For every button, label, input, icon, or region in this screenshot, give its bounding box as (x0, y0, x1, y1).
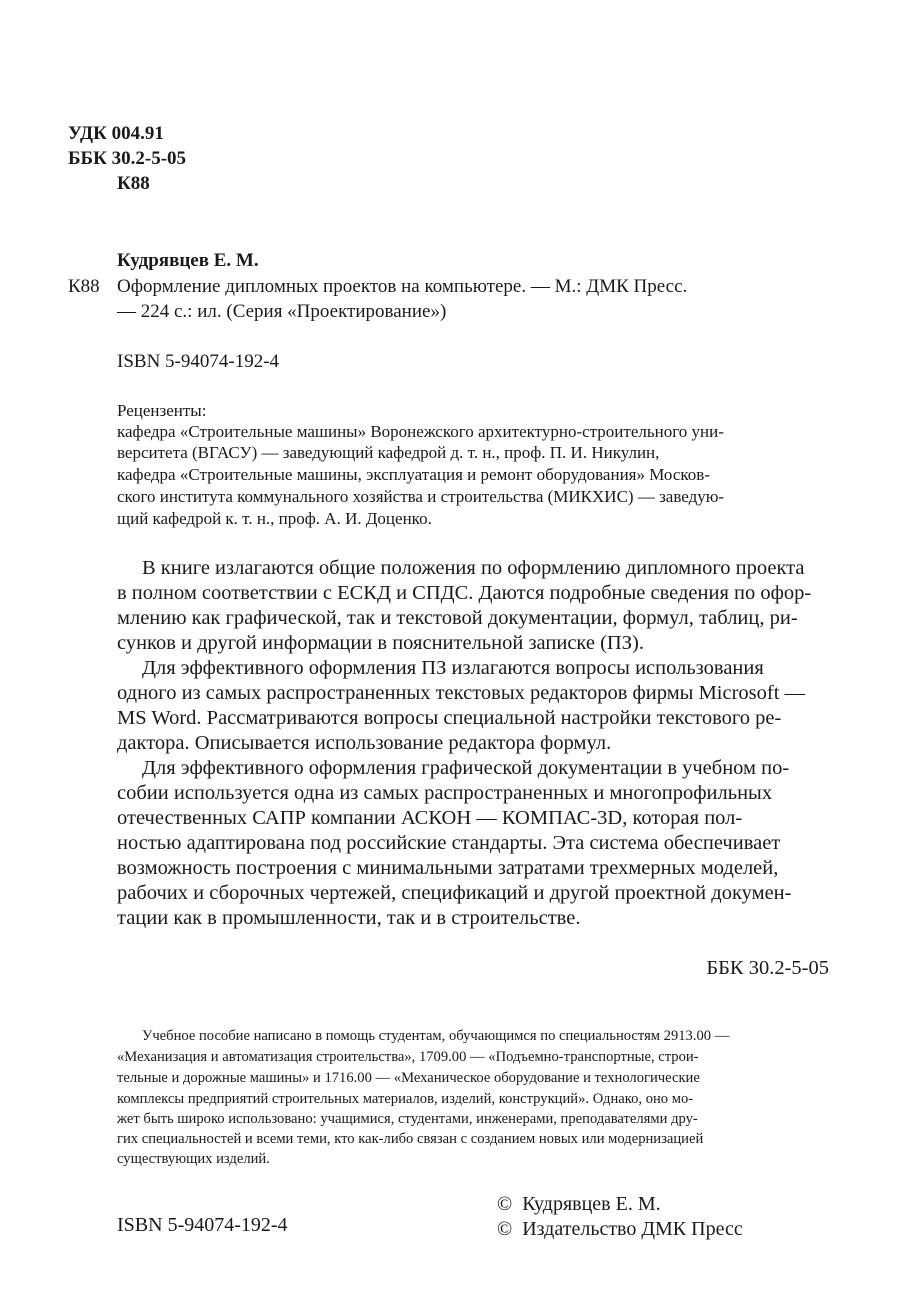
annotation-line: сунков и другой информации в пояснительной записке (ПЗ). (117, 632, 644, 654)
annotation-line: Для эффективного оформления графической документации в учебном по- (142, 757, 790, 779)
copyright-icon: © (497, 1218, 513, 1240)
bbk-right: ББК 30.2-5-05 (706, 957, 829, 979)
note-line: жет быть широко использовано: учащимися, студентами, инженерами, преподавателями дру- (117, 1111, 698, 1127)
annotation-line: возможность построения с минимальными затратами трехмерных моделей, (117, 857, 779, 879)
annotation-line: отечественных САПР компании АСКОН — КОМПАС-3D, которая пол- (117, 807, 743, 829)
note-line: Учебное пособие написано в помощь студентам, обучающимся по специальностям 2913.00 — (142, 1028, 730, 1044)
annotation-line: дактора. Описывается использование редактора формул. (117, 732, 612, 754)
title-line-1: Оформление дипломных проектов на компьютере. — М.: ДМК Пресс. (117, 276, 688, 297)
reviewer-line: кафедра «Строительные машины, эксплуатация и ремонт оборудования» Москов- (117, 465, 710, 484)
copyright-publisher (497, 1218, 743, 1241)
annotation-line: В книге излагаются общие положения по оформлению дипломного проекта (142, 557, 805, 579)
annotation-line: тации как в промышленности, так и в строительстве. (117, 907, 581, 929)
reviewer-line: верситета (ВГАСУ) — заведующий кафедрой д. т. н., проф. П. И. Никулин, (117, 443, 660, 462)
copyright-publisher-name: Издательство ДМК Пресс (522, 1218, 743, 1240)
copyright-author (497, 1193, 661, 1216)
note-line: «Механизация и автоматизация строительства», 1709.00 — «Подъемно-транспортные, строи- (117, 1049, 699, 1065)
annotation-line: одного из самых распространенных текстовых редакторов фирмы Microsoft — (117, 682, 806, 704)
annotation-line: млению как графической, так и текстовой документации, формул, таблиц, ри- (117, 607, 798, 629)
annotation-line: собии используется одна из самых распространенных и многопрофильных (117, 782, 773, 804)
copyright-icon: © (497, 1193, 513, 1215)
author-name: Кудрявцев Е. М. (117, 250, 259, 271)
note-line: гих специальностей и всеми теми, кто как-либо связан с созданием новых или модернизацией (117, 1131, 704, 1147)
udk-code: УДК 004.91 (68, 123, 164, 144)
isbn-entry: ISBN 5-94074-192-4 (117, 351, 280, 372)
author-mark: К88 (117, 173, 150, 194)
annotation-line: в полном соответствии с ЕСКД и СПДС. Даются подробные сведения по офор- (117, 582, 812, 604)
author-mark-side: К88 (68, 276, 100, 297)
note-line: тельные и дорожные машины» и 1716.00 — «Механическое оборудование и технологические (117, 1070, 700, 1086)
note-line: комплексы предприятий строительных материалов, изделий, конструкций». Однако, оно мо- (117, 1091, 694, 1107)
annotation-line: MS Word. Рассматриваются вопросы специальной настройки текстового ре- (117, 707, 782, 729)
annotation-line: Для эффективного оформления ПЗ излагаются вопросы использования (142, 657, 764, 679)
reviewer-line: кафедра «Строительные машины» Воронежского архитектурно-строительного уни- (117, 422, 724, 441)
isbn-footer: ISBN 5-94074-192-4 (117, 1214, 288, 1236)
annotation-line: ностью адаптирована под российские стандарты. Эта система обеспечивает (117, 832, 781, 854)
title-line-2: — 224 с.: ил. (Серия «Проектирование») (117, 301, 447, 322)
copyright-author-name: Кудрявцев Е. М. (522, 1193, 661, 1215)
reviewer-line: щий кафедрой к. т. н., проф. А. И. Доценко. (117, 509, 432, 528)
annotation-line: рабочих и сборочных чертежей, спецификаций и другой проектной докумен- (117, 882, 792, 904)
reviewers-label: Рецензенты: (117, 401, 207, 420)
reviewer-line: ского института коммунального хозяйства и строительства (МИКХИС) — заведую- (117, 487, 725, 506)
note-line: существующих изделий. (117, 1151, 270, 1167)
bbk-code: ББК 30.2-5-05 (68, 148, 187, 169)
